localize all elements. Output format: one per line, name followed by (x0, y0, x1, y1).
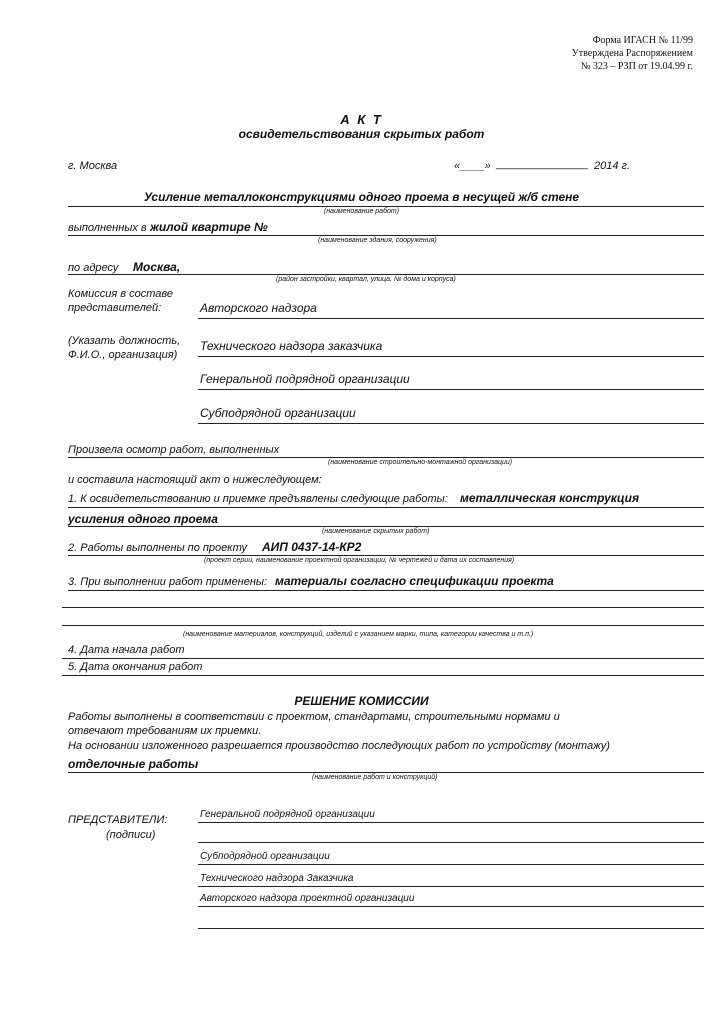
commission-label-2: представителей: (68, 302, 162, 314)
sign-author-supervision: Авторского надзора проектной организации (200, 893, 415, 904)
compose-text: и составила настоящий акт о нижеследующем: (68, 474, 322, 486)
next-works-line (68, 772, 704, 773)
address-line (68, 274, 704, 275)
sign-line (198, 842, 704, 843)
sign-customer-supervision: Технического надзора Заказчика (200, 873, 354, 884)
item1-line-2 (68, 526, 704, 527)
item1-line (68, 507, 704, 508)
item2-caption: (проект серии, наименование проектной организации, № чертежей и дата их составления) (204, 557, 515, 564)
member-author-supervision: Авторского надзора (200, 301, 317, 315)
sign-line (198, 906, 704, 907)
item3-label: 3. При выполнении работ применены: (68, 576, 268, 588)
inspection-caption: (наименование строительно-монтажной организации) (328, 459, 513, 466)
next-works-caption: (наименование работ и конструкций) (312, 774, 438, 781)
work-name-caption: (наименование работ) (323, 208, 400, 215)
commission-note-1: (Указать должность, (68, 335, 181, 347)
item2-value: АИП 0437-14-КР2 (262, 540, 362, 554)
address-caption: (район застройки, квартал, улица, № дома и корпуса) (276, 276, 456, 283)
item3-line-2 (62, 607, 704, 608)
decision-title: РЕШЕНИЕ КОМИССИИ (294, 694, 429, 708)
sign-line (198, 822, 704, 823)
item1-caption: (наименование скрытых работ) (322, 528, 430, 535)
date-month: _______________ (496, 158, 588, 170)
sign-general-contractor: Генеральной подрядной организации (200, 809, 375, 820)
address-label: по адресу (68, 262, 119, 274)
doc-title: А К Т (340, 112, 383, 127)
member-customer-supervision: Технического надзора заказчика (200, 339, 383, 353)
sign-line (198, 928, 704, 929)
address-value: Москва, (133, 260, 181, 274)
work-name: Усиление металлоконструкциями одного проема в несущей ж/б стене (143, 190, 580, 204)
item2-line (68, 555, 704, 556)
sign-line (198, 864, 704, 865)
form-reference (572, 34, 693, 73)
inspection-line (68, 457, 704, 458)
representatives-label: ПРЕДСТАВИТЕЛИ: (68, 814, 168, 826)
member-subcontractor: Субподрядной организации (200, 406, 356, 420)
commission-note-2: Ф.И.О., организация) (68, 349, 178, 361)
item1-label: 1. К освидетельствованию и приемке предъявлены следующие работы: (68, 493, 448, 505)
form-number: Форма ИГАСН № 11/99 (592, 35, 693, 46)
member-line (198, 423, 704, 424)
date-day: «____» (454, 160, 491, 172)
decision-line-2: отвечают требованиям их приемки. (68, 725, 262, 737)
item1-value-a: металлическая конструкция (460, 491, 640, 505)
commission-label-1: Комиссия в составе (68, 288, 173, 300)
item4-label: 4. Дата начала работ (68, 644, 185, 656)
member-general-contractor: Генеральной подрядной организации (200, 372, 410, 386)
sign-subcontractor: Субподрядной организации (200, 851, 330, 862)
decision-line-1: Работы выполнены в соответствии с проектом, стандартами, строительными нормами и (68, 711, 560, 723)
form-order: № 323 – РЗП от 19.04.99 г. (580, 61, 693, 72)
item5-line (62, 675, 704, 676)
city: г. Москва (68, 160, 118, 172)
member-line (198, 318, 704, 319)
next-works: отделочные работы (68, 757, 199, 771)
doc-subtitle: освидетельствования скрытых работ (238, 127, 485, 141)
work-name-line (68, 206, 704, 207)
member-line (198, 389, 704, 390)
item2-label: 2. Работы выполнены по проекту (68, 542, 248, 554)
item3-caption: (наименование материалов, конструкций, изделий с указанием марки, типа, категории качества и т.п.) (183, 631, 534, 638)
form-approval: Утверждена Распоряжением (571, 48, 693, 59)
inspection-text: Произвела осмотр работ, выполненных (68, 444, 280, 456)
item3-line (68, 590, 704, 591)
item5-label: 5. Дата окончания работ (68, 661, 203, 673)
building-caption: (наименование здания, сооружения) (318, 237, 437, 244)
member-line (198, 356, 704, 357)
performed-label: выполненных в (68, 222, 147, 234)
signatures-label: (подписи) (106, 829, 156, 841)
sign-line (198, 886, 704, 887)
item3-value: материалы согласно спецификации проекта (275, 574, 554, 588)
building-line (68, 235, 704, 236)
performed-value: жилой квартире № (150, 220, 268, 234)
decision-line-3: На основании изложенного разрешается производство последующих работ по устройству (монтажу) (68, 740, 610, 752)
date-year: 2014 г. (594, 160, 631, 172)
item4-line (62, 658, 704, 659)
item1-value-b: усиления одного проема (68, 512, 218, 526)
item3-line-3 (62, 625, 704, 626)
